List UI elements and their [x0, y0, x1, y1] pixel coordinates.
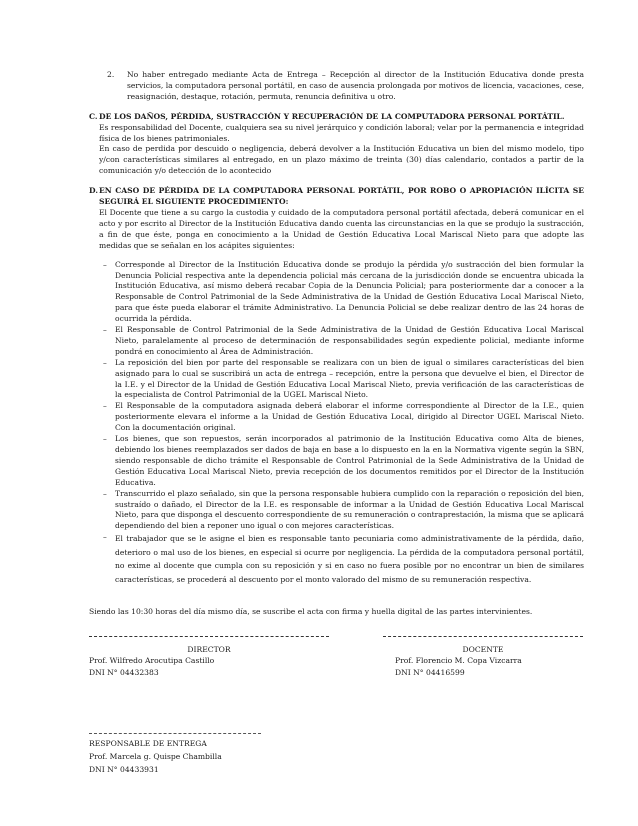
bullet-dash: – — [103, 357, 107, 367]
section-c-heading — [89, 112, 584, 123]
signature-director — [89, 636, 329, 679]
bullet-dash: – — [103, 259, 107, 269]
signature-role: DOCENTE — [462, 645, 504, 654]
section-c-paragraph: Es responsabilidad del Docente, cualquiera sea su nivel jerárquico y condición laboral; velar por la permanencia e integridad física de los bienes patrimoniales. — [99, 122, 584, 143]
signature-line — [89, 733, 261, 734]
signature-name: Prof. Wilfredo Arocutipa Castillo — [89, 656, 215, 665]
section-c-paragraph: En caso de perdida por descuido o negligencia, deberá devolver a la Institución Educativa un bien del mismo modelo, tipo y/con características similares al entregado, en un plazo máximo de treinta (30) días calendario, contados a partir de la comunicación y/o detección de lo acontecido — [99, 144, 584, 176]
bullet-dash: – — [103, 325, 107, 335]
signature-dni: DNI N° 04416599 — [395, 668, 465, 677]
procedure-list — [103, 260, 584, 587]
bullet-dash: – — [103, 434, 107, 444]
bullet-dash: – — [103, 488, 107, 498]
section-d-letter: D. — [89, 186, 98, 196]
list-item: – El trabajador que se le asigne el bien es responsable tanto pecuniaria como administrativamente de la pérdida, daño, deterioro o mal uso de los bienes, en especial si ocurre por negligencia. La pérdida de la computadora personal portátil, no exime al docente que cumpla con su reposición y si en caso no fuera posible por no encontrar un bien de similares características, se procederá al descuento por el monto valorado del mismo de su remuneración respectiva. — [103, 532, 584, 586]
signature-dni: DNI N° 04432383 — [89, 668, 159, 677]
signature-dni: DNI N° 04433931 — [89, 765, 159, 774]
list-item: – Corresponde al Director de la Institución Educativa donde se produjo la pérdida y/o sustracción del bien formular la Denuncia Policial respectiva ante la dependencia policial más cercana de la jurisdicción donde se encuentra ubicada la Institución Educativa, así mismo deberá recabar Copia de la Denuncia Policial; para posteriormente dar a conocer a la Responsable de Control Patrimonial de la Sede Administrativa de la Unidad de Gestión Educativa Local Mariscal Nieto, para que éste pueda elaborar el trámite Administrativo. La Denuncia Policial se debe realizar dentro de las 24 horas de ocurrida la pérdida. — [103, 259, 584, 324]
section-d-title: EN CASO DE PÉRDIDA DE LA COMPUTADORA PERSONAL PORTÁTIL, POR ROBO O APROPIACIÓN ILÍCITA SE SEGUIRÁ EL SIGUIENTE PROCEDIMIENTO: — [99, 186, 584, 207]
list-item: – El Responsable de la computadora asignada deberá elaborar el informe correspondiente al Director de la I.E., quien posteriormente elevara el informe a la Unidad de Gestión Educativa Local, dirigido al Director UGEL Mariscal Nieto. Con la documentación original. — [103, 401, 584, 433]
signature-name: Prof. Florencio M. Copa Vizcarra — [395, 656, 522, 665]
list-item: – La reposición del bien por parte del responsable se realizara con un bien de igual o similares características del bien asignado para lo cual se suscribirá un acta de entrega – recepción, entre la persona que devuelve el bien, el Director de la I.E. y el Director de la Unidad de Gestión Educativa Local Mariscal Nieto, previa verificación de las características de la especialista de Control Patrimonial de la UGEL Mariscal Nieto. — [103, 357, 584, 400]
signature-docente — [383, 636, 583, 679]
bullet-dash: – — [103, 532, 107, 542]
list-item: – Transcurrido el plazo señalado, sin que la persona responsable hubiera cumplido con la reparación o reposición del bien, sustraído o dañado, el Director de la I.E. es responsable de informar a la Unidad de Gestión Educativa Local Mariscal Nieto, para que disponga el descuento correspondiente de su remuneración o contraprestación, la misma que se aplicará dependiendo del bien a reponer uno igual o con mejores características. — [103, 488, 584, 531]
signature-line — [383, 636, 583, 637]
section-c-letter: C. — [89, 111, 98, 121]
section-c — [89, 112, 584, 177]
closing-statement: Siendo las 10:30 horas del día mismo día, se suscribe el acta con firma y huella digital de las partes intervinientes. — [89, 606, 533, 616]
signature-line — [89, 636, 329, 637]
section-d — [89, 186, 584, 586]
item-number: 2. — [107, 70, 115, 79]
section-d-heading — [89, 186, 584, 208]
list-item: – El Responsable de Control Patrimonial de la Sede Administrativa de la Unidad de Gestión Educativa Local Mariscal Nieto, paralelamente al proceso de determinación de responsabilidades según expediente policial, mediante informe pondrá en conocimiento al Área de Administración. — [103, 325, 584, 356]
signature-role: RESPONSABLE DE ENTREGA — [89, 739, 207, 748]
bullet-dash: – — [103, 401, 107, 411]
section-c-title: DE LOS DAÑOS, PÉRDIDA, SUSTRACCIÓN Y RECUPERACIÓN DE LA COMPUTADORA PERSONAL PORTÁTIL. — [99, 111, 565, 121]
signature-role: DIRECTOR — [187, 645, 231, 654]
section-d-intro: El Docente que tiene a su cargo la custodia y cuidado de la computadora personal portátil afectada, deberá comunicar en el acto y por escrito al Director de la Institución Educativa dando cuenta las circunstancias en la que se produjo la sustracción, a fin de que éste, ponga en conocimiento a la Unidad de Gestión Educativa Local Mariscal Nieto para que adopte las medidas que se señalan en los acápites siguientes: — [99, 207, 584, 250]
numbered-item-2 — [107, 70, 584, 103]
list-item: – Los bienes, que son repuestos, serán incorporados al patrimonio de la Institución Educativa como Alta de bienes, debiendo los bienes reemplazados ser dados de baja en base a lo dispuesto en la en la Normativa vigente según la SBN, siendo responsable de dicho trámite el Responsable de Control Patrimonial de la Sede Administrativa de la Unidad de Gestión Educativa Local Mariscal Nieto, previa recepción de los documentos remitidos por el Director de la Institución Educativa. — [103, 434, 584, 487]
item-text: No haber entregado mediante Acta de Entrega – Recepción al director de la Institución Educativa donde presta servicios, la computadora personal portátil, en caso de ausencia prolongada por motivos de licencia, vacaciones, cese, reasignación, destaque, rotación, permuta, renuncia definitiva u otro. — [127, 70, 584, 101]
signature-responsable — [89, 733, 309, 776]
signature-name: Prof. Marcela g. Quispe Chambilla — [89, 752, 222, 761]
